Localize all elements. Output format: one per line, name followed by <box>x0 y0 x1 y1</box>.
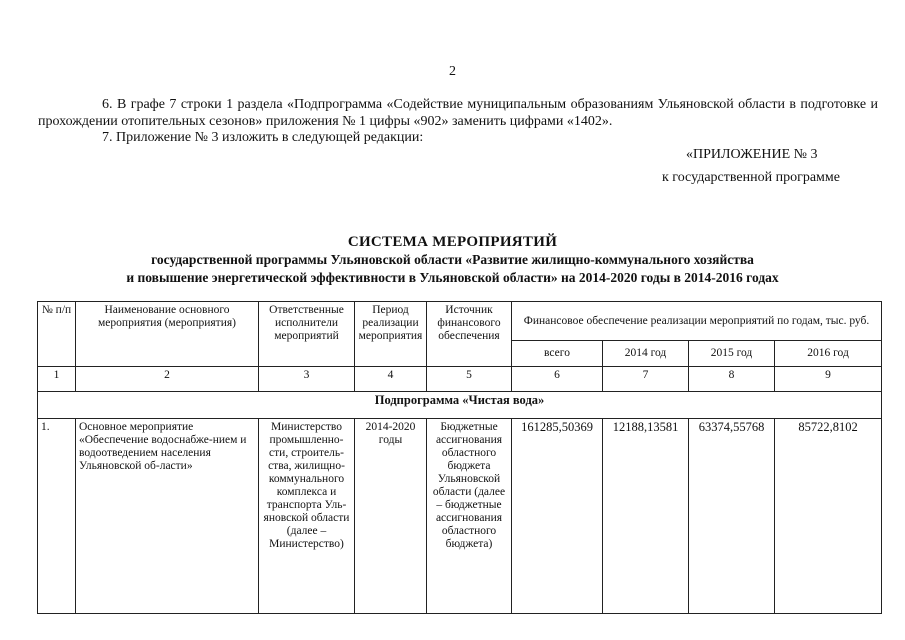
row-2016: 85722,8102 <box>775 419 882 614</box>
row-period: 2014-2020 годы <box>355 419 427 614</box>
appendix-subtitle: к государственной программе <box>662 170 840 185</box>
measures-table <box>37 301 882 614</box>
appendix-title: «ПРИЛОЖЕНИЕ № 3 <box>686 147 818 162</box>
column-number: 9 <box>775 367 882 392</box>
row-2015: 63374,55768 <box>689 419 775 614</box>
paragraph-7: 7. Приложение № 3 изложить в следующей редакции: <box>102 130 424 145</box>
header-period: Период реализации мероприятия <box>355 302 427 367</box>
row-source: Бюджетные ассигнования областного бюджета Ульяновской области (далее – бюджетные ассигнования областного бюджета) <box>427 419 512 614</box>
document-subtitle-line-2: и повышение энергетической эффективности в Ульяновской области» на 2014-2020 годы в 2014-2016 годах <box>126 270 779 285</box>
header-total: всего <box>512 341 603 367</box>
header-finance: Финансовое обеспечение реализации мероприятий по годам, тыс. руб. <box>512 302 882 341</box>
paragraph-6: 6. В графе 7 строки 1 раздела «Подпрограмма «Содействие муниципальным образованиям Ульяновской области в подготовке и прохождении отопительных сезонов» приложения № 1 цифры «902» заменить цифрами «1402». <box>38 97 878 129</box>
column-number: 3 <box>259 367 355 392</box>
column-number: 8 <box>689 367 775 392</box>
table-row <box>38 419 882 614</box>
document-subtitle-line-1: государственной программы Ульяновской области «Развитие жилищно-коммунального хозяйства <box>151 252 754 267</box>
column-number: 4 <box>355 367 427 392</box>
subprogram-heading: Подпрограмма «Чистая вода» <box>38 392 882 419</box>
header-source: Источник финансового обеспечения <box>427 302 512 367</box>
column-number: 2 <box>76 367 259 392</box>
column-number: 6 <box>512 367 603 392</box>
document-title: СИСТЕМА МЕРОПРИЯТИЙ <box>347 234 558 250</box>
header-2015: 2015 год <box>689 341 775 367</box>
row-num: 1. <box>38 419 76 614</box>
row-responsible: Министерство промышленно-сти, строитель-ства, жилищно-коммунального комплекса и транспорта Уль-яновской области (далее – Министерство) <box>259 419 355 614</box>
header-2014: 2014 год <box>603 341 689 367</box>
row-measure-name: Основное мероприятие «Обеспечение водоснабже-нием и водоотведением населения Ульяновской об-ласти» <box>76 419 259 614</box>
row-2014: 12188,13581 <box>603 419 689 614</box>
header-responsible: Ответственные исполнители мероприятий <box>259 302 355 367</box>
row-total: 161285,50369 <box>512 419 603 614</box>
column-number: 1 <box>38 367 76 392</box>
column-number: 5 <box>427 367 512 392</box>
column-number: 7 <box>603 367 689 392</box>
header-name: Наименование основного мероприятия (мероприятия) <box>76 302 259 367</box>
header-num: № п/п <box>38 302 76 367</box>
page-number: 2 <box>449 64 456 79</box>
header-2016: 2016 год <box>775 341 882 367</box>
